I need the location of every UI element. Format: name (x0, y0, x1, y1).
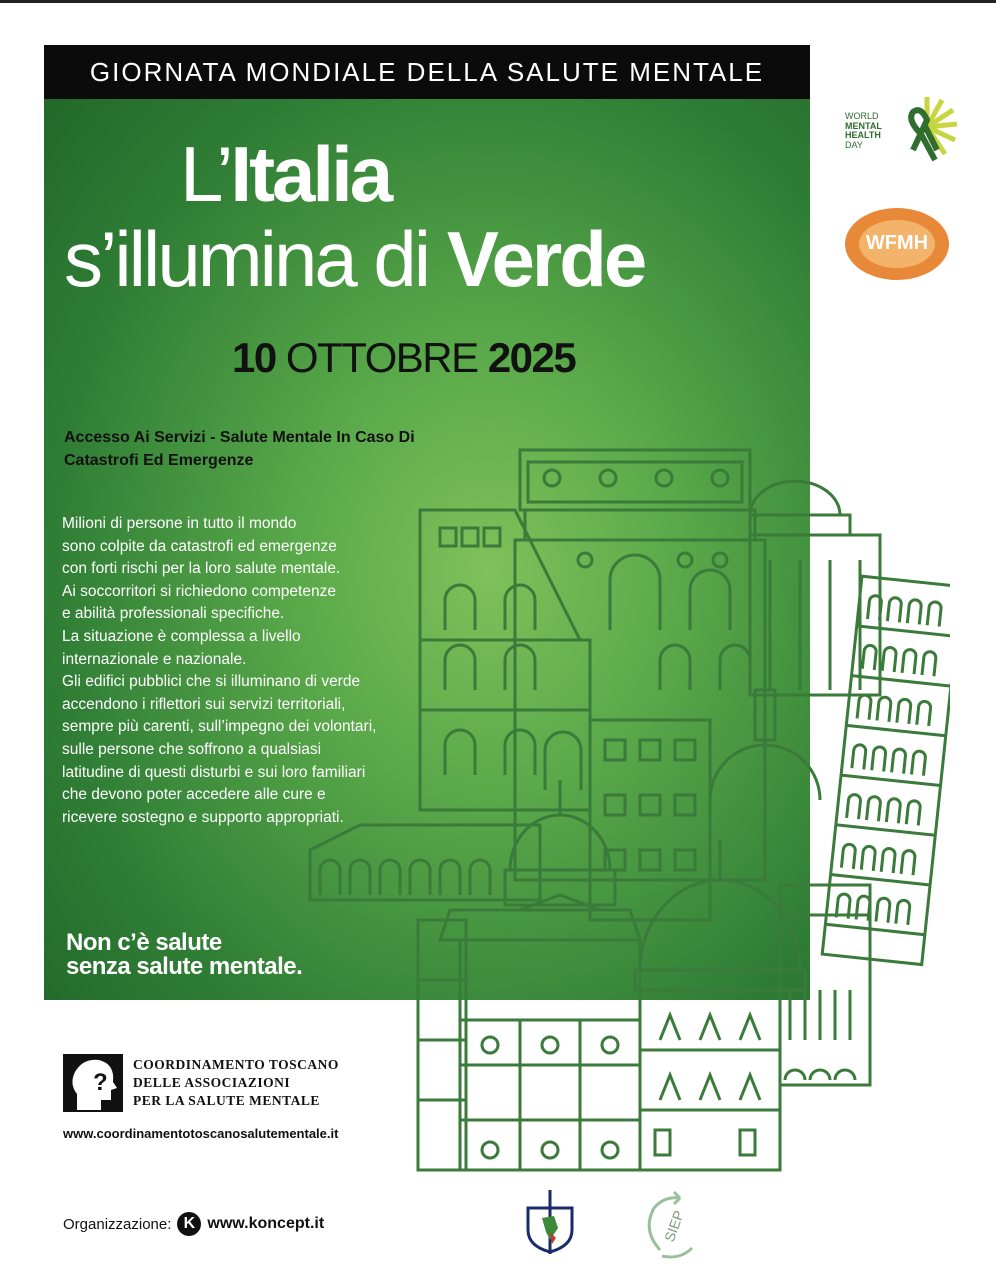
wfmh-label: WFMH (865, 232, 929, 254)
date-month: OTTOBRE (285, 334, 488, 381)
title-line-2 (64, 215, 645, 303)
body-line: che devono poter accedere alle cure e (62, 786, 326, 804)
coordinamento-line-2: DELLE ASSOCIAZIONI (133, 1075, 291, 1090)
wmhd-text (845, 112, 882, 150)
theme-heading: Accesso Ai Servizi - Salute Mentale In Caso Di Catastrofi Ed Emergenze (64, 429, 415, 469)
slogan-line-2: senza salute mentale. (66, 953, 303, 980)
wmhd-word-2: MENTAL (845, 120, 882, 131)
wmhd-word-3: HEALTH (845, 130, 881, 140)
event-date (232, 334, 575, 382)
wmhd-word-4: DAY (845, 139, 863, 150)
date-year: 2025 (487, 334, 576, 381)
event-banner: GIORNATA MONDIALE DELLA SALUTE MENTALE (44, 45, 810, 99)
organizer-line (63, 1212, 324, 1236)
head-question-icon (63, 1054, 123, 1112)
body-line: sulle persone che soffrono a qualsiasi (62, 740, 322, 758)
body-line: latitudine di questi disturbi e sui loro familiari (62, 763, 366, 781)
koncept-logo-icon: K (177, 1212, 201, 1236)
slogan-line-1: Non c’è salute (66, 929, 222, 956)
body-line: sempre più carenti, sull’impegno dei volontari, (62, 718, 377, 736)
body-line: internazionale e nazionale. (62, 650, 247, 668)
body-text (62, 513, 422, 829)
title-verde: Verde (446, 215, 645, 303)
svg-text:?: ? (93, 1069, 108, 1096)
body-line: Gli edifici pubblici che si illuminano di verde (62, 673, 361, 691)
wmhd-word-1: WORLD (845, 111, 879, 121)
date-day: 10 (232, 334, 286, 381)
body-line: Milioni di persone in tutto il mondo (62, 515, 297, 532)
body-line: con forti rischi per la loro salute mentale. (62, 560, 341, 578)
body-line: sono colpite da catastrofi ed emergenze (62, 537, 337, 555)
body-line: La situazione è complessa a livello (62, 627, 301, 645)
body-line: Ai soccorritori si richiedono competenze (62, 582, 336, 600)
top-border (0, 0, 996, 3)
body-line: accendono i riflettori sui servizi territoriali, (62, 695, 346, 713)
organizer-label: Organizzazione: (63, 1215, 172, 1233)
sip-logo (520, 1188, 580, 1264)
coordinamento-url[interactable]: www.coordinamentotoscanosalutementale.it (63, 1126, 339, 1141)
world-mental-health-day-logo (845, 92, 960, 167)
sip-emblem-icon (520, 1188, 580, 1264)
wfmh-logo (843, 206, 951, 282)
body-line: e abilità professionali specifiche. (62, 605, 285, 623)
body-line: ricevere sostegno e supporto appropriati. (62, 808, 344, 826)
title-sillumina: s’illumina di (64, 215, 447, 303)
organizer-site[interactable]: www.koncept.it (207, 1215, 325, 1232)
green-ribbon-icon (897, 92, 959, 167)
slogan (66, 931, 302, 979)
title-l: L’ (180, 130, 231, 218)
siep-logo (640, 1190, 700, 1266)
title-line-1 (180, 130, 391, 218)
coordinamento-line-1: COORDINAMENTO TOSCANO (133, 1057, 339, 1072)
siep-label: SIEP (660, 1208, 687, 1244)
coordinamento-line-3: PER LA SALUTE MENTALE (133, 1093, 320, 1108)
title-italia: Italia (230, 130, 391, 218)
